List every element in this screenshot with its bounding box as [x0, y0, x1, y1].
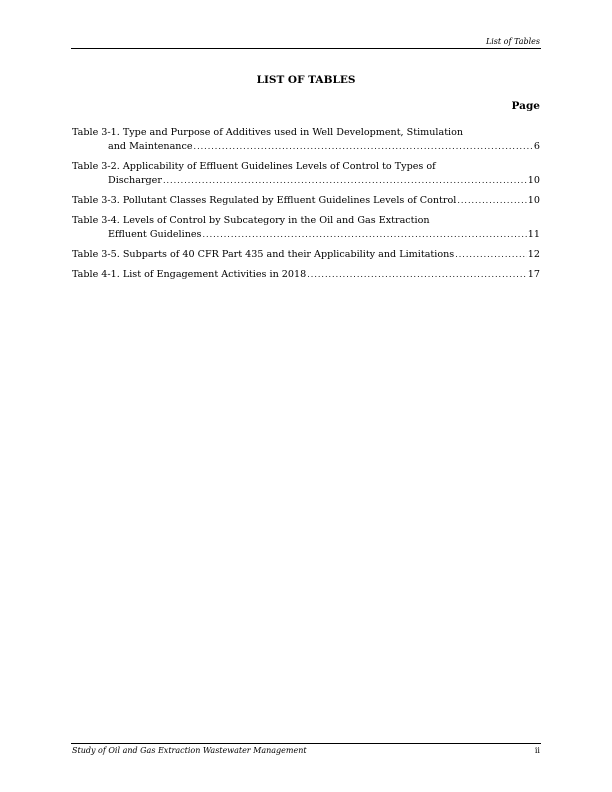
- header-rule: [71, 48, 541, 49]
- toc-entry-title: Table 3-5. Subparts of 40 CFR Part 435 and their Applicability and Limitations: [72, 249, 455, 260]
- toc-entry-title-continued: Effluent Guidelines: [108, 229, 202, 240]
- toc-entry-table-3-3[interactable]: [72, 194, 540, 208]
- toc-entry-title: Table 4-1. List of Engagement Activities in 2018: [72, 269, 307, 280]
- footer-document-title: Study of Oil and Gas Extraction Wastewater Management: [72, 746, 307, 755]
- toc-entry-table-3-1[interactable]: [72, 126, 540, 154]
- toc-entry-table-3-4[interactable]: [72, 214, 540, 242]
- toc-entry-title: Table 3-4. Levels of Control by Subcategory in the Oil and Gas Extraction: [72, 215, 430, 226]
- dot-leader: [457, 194, 526, 208]
- toc-page-number: 10: [527, 175, 540, 186]
- dot-leader: [307, 268, 527, 282]
- toc-entry-table-3-2[interactable]: [72, 160, 540, 188]
- toc-page-number: 12: [527, 249, 540, 260]
- dot-leader: [163, 174, 527, 188]
- footer-rule: [71, 743, 541, 744]
- toc-entry-table-4-1[interactable]: [72, 268, 540, 282]
- table-list: [72, 126, 540, 288]
- toc-entry-title-continued: and Maintenance: [108, 141, 193, 152]
- toc-page-number: 11: [527, 229, 540, 240]
- running-header: List of Tables: [485, 37, 540, 46]
- toc-entry-title-continued: Discharger: [108, 175, 162, 186]
- dot-leader: [202, 228, 526, 242]
- toc-page-number: 10: [527, 195, 540, 206]
- dot-leader: [455, 248, 527, 262]
- dot-leader: [194, 140, 533, 154]
- toc-entry-table-3-5[interactable]: [72, 248, 540, 262]
- page-title: LIST OF TABLES: [256, 74, 356, 86]
- toc-entry-title: Table 3-3. Pollutant Classes Regulated by Effluent Guidelines Levels of Control: [72, 195, 457, 206]
- toc-page-number: 17: [527, 269, 540, 280]
- toc-entry-title: Table 3-2. Applicability of Effluent Guidelines Levels of Control to Types of: [72, 161, 436, 172]
- footer-page-number: ii: [534, 746, 540, 755]
- page-column-label: Page: [511, 100, 540, 112]
- toc-page-number: 6: [533, 141, 540, 152]
- toc-entry-title: Table 3-1. Type and Purpose of Additives used in Well Development, Stimulation: [72, 127, 464, 138]
